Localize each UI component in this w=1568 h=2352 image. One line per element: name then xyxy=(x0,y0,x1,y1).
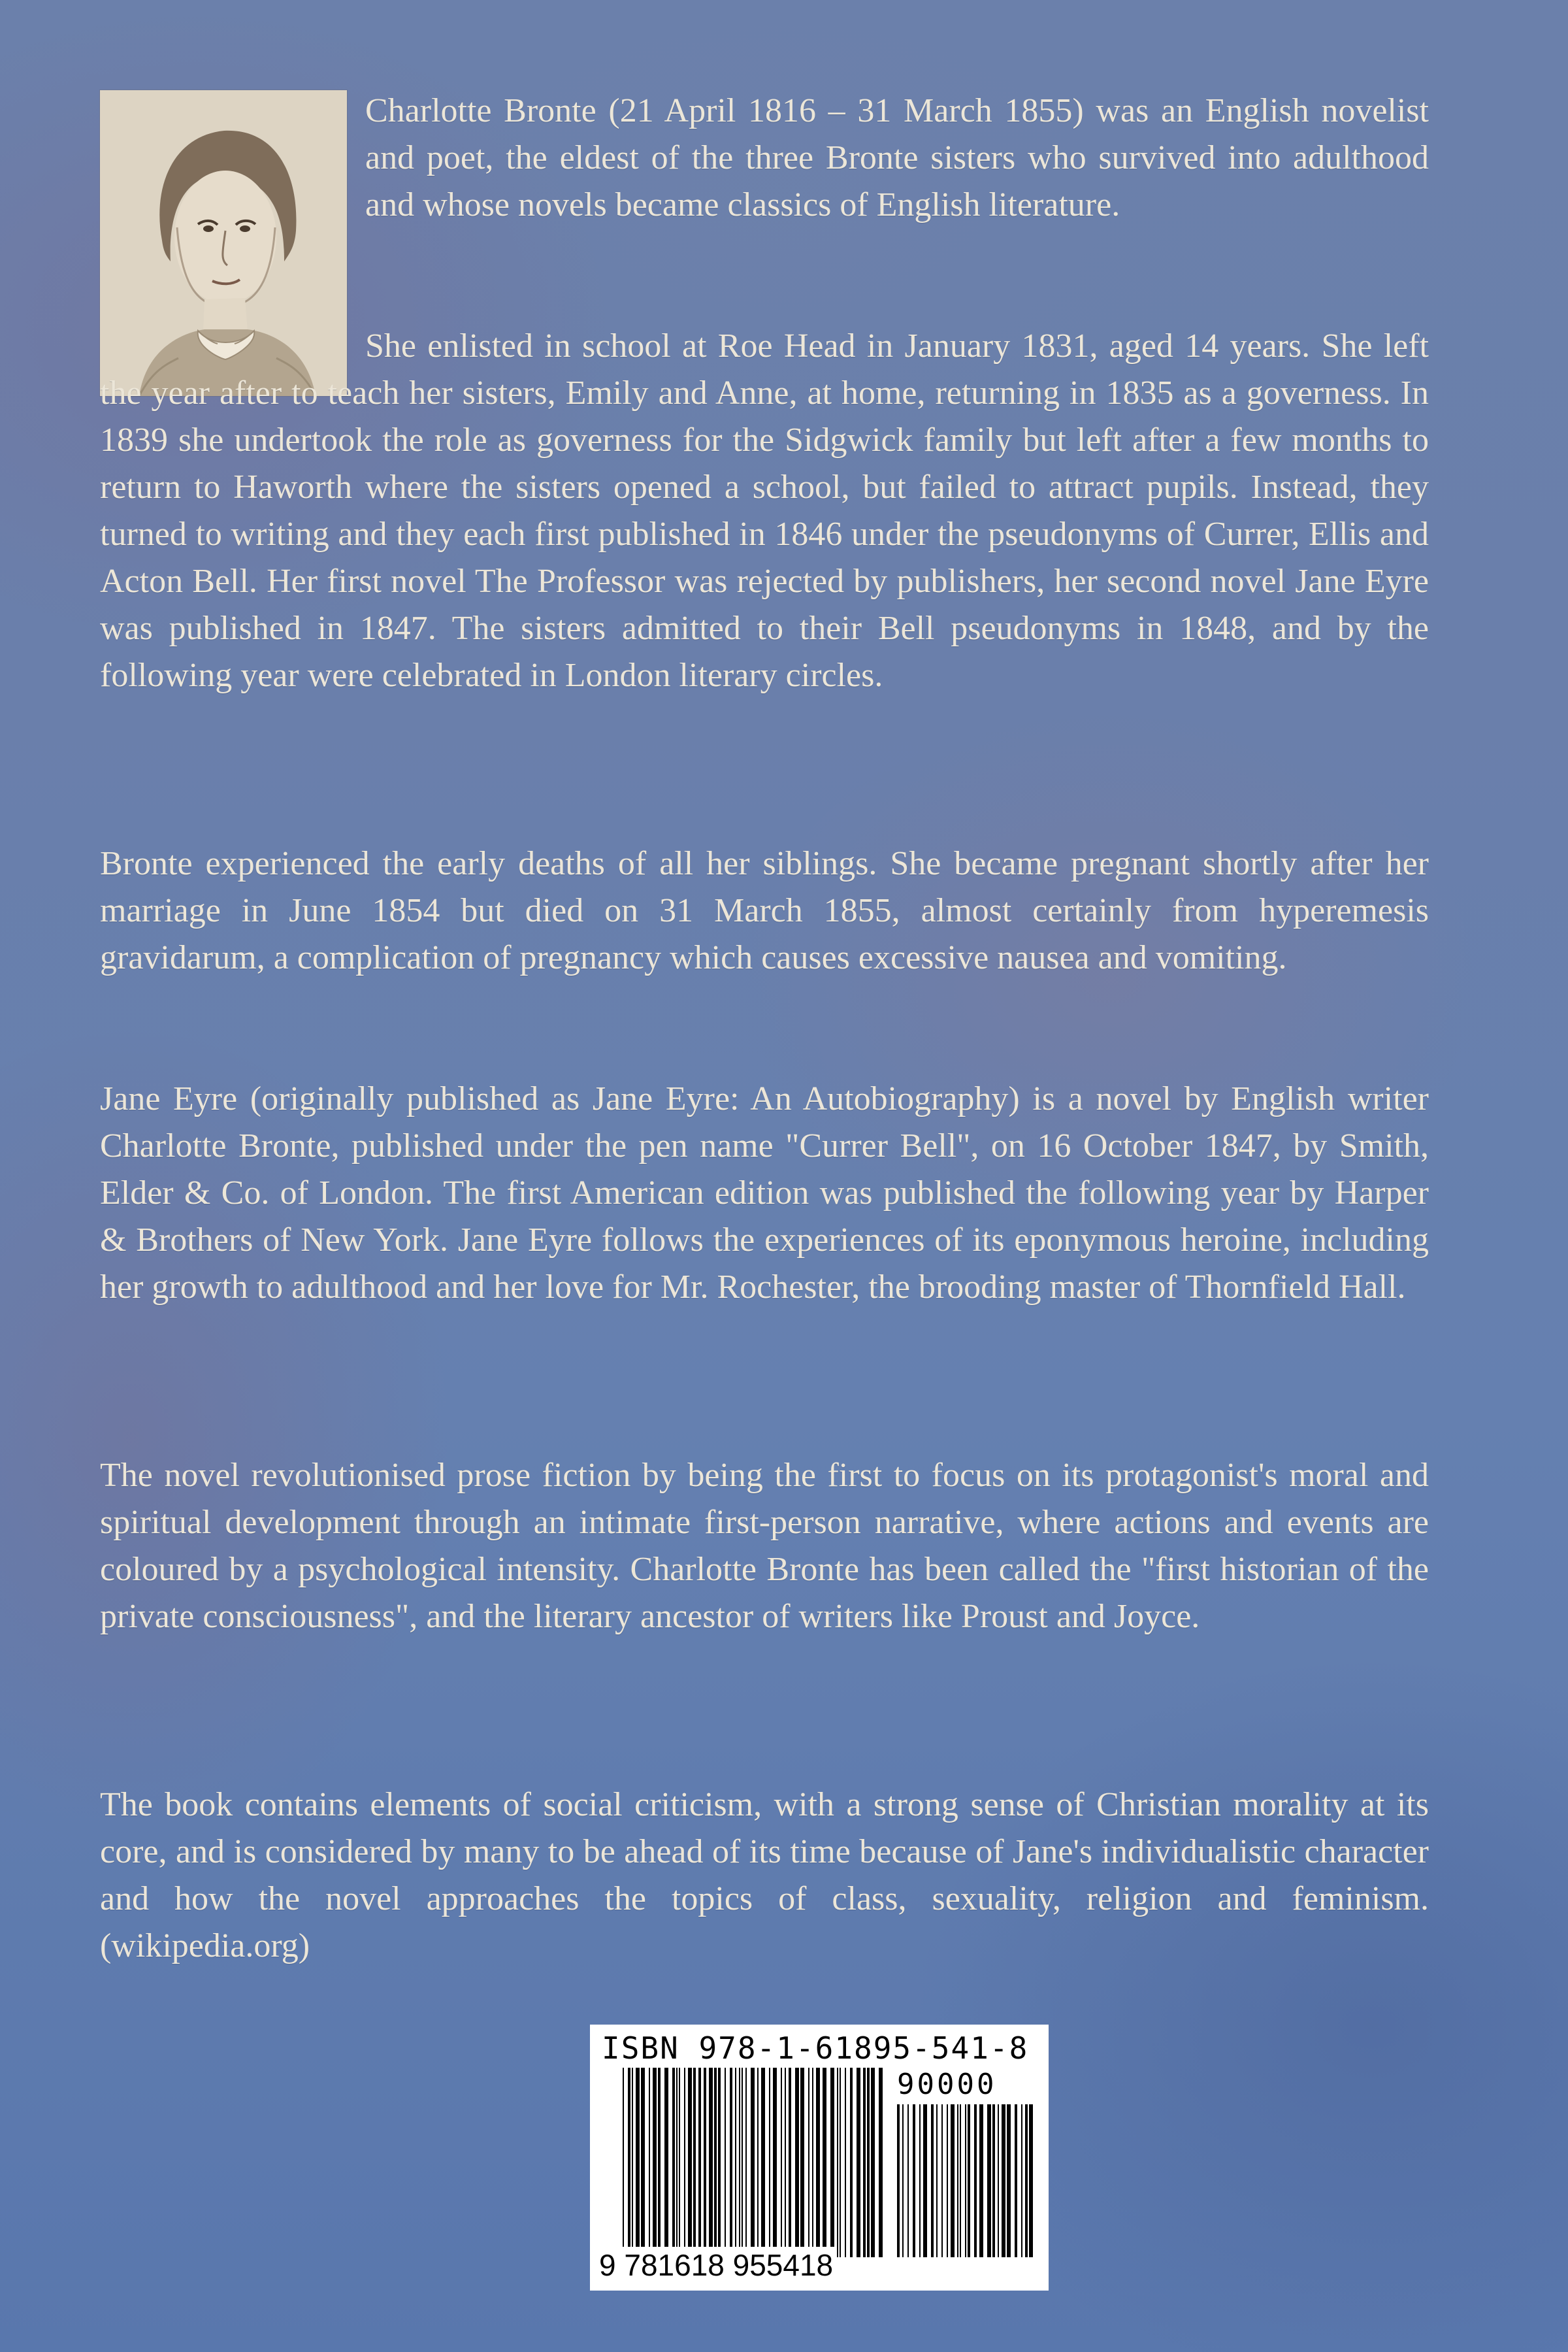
barcode-bar xyxy=(808,2068,809,2257)
barcode-bar xyxy=(785,2068,786,2257)
barcode-bar xyxy=(676,2068,678,2257)
barcode-bar xyxy=(658,2068,661,2257)
barcode-bar xyxy=(761,2068,765,2257)
barcode-bar xyxy=(979,2104,983,2257)
novel-paragraph-2: The novel revolutionised prose fiction by being the first to focus on its protagonist's moral and spiritual development through an intimate first-person narrative, where actions and events are coloured by a psychological intensity. Charlotte Bronte has been called the "first historian of the private consciousness", and the literary ancestor of writers like Proust and Joyce. xyxy=(100,1457,1429,1635)
barcode-bar xyxy=(795,2068,799,2257)
barcode-bar xyxy=(951,2104,955,2257)
price-code: 90000 xyxy=(897,2068,997,2101)
barcode-bar xyxy=(623,2068,624,2257)
barcode-bar xyxy=(857,2068,860,2257)
barcode-addon-bars xyxy=(897,2104,1037,2257)
barcode-bar xyxy=(1021,2104,1022,2257)
barcode-bar xyxy=(947,2104,948,2257)
barcode-bar xyxy=(871,2068,875,2257)
barcode-bar xyxy=(757,2068,759,2257)
barcode-bar xyxy=(688,2068,692,2257)
novel-paragraph-1: Jane Eyre (originally published as Jane Eyre: An Autobiography) is a novel by English writer Charlotte Bronte, published under the pen name "Currer Bell", on 16 October 1847, by Smith, Elder & Co. of London. The first American edition was published the following year by Harper & Brothers of New York. Jane Eyre follows the experiences of its eponymous heroine, including her growth to adulthood and her love for Mr. Rochester, the brooding master of Thornfield Hall. xyxy=(100,1080,1429,1306)
barcode-bar xyxy=(709,2068,713,2257)
bio-paragraph-1: Charlotte Bronte (21 April 1816 – 31 March 1855) was an English novelist and poet, the eldest of the three Bronte sisters who survived into adulthood and whose novels became classics of English literature. xyxy=(365,92,1429,224)
barcode-bar xyxy=(653,2068,657,2257)
barcode-bar xyxy=(965,2104,966,2257)
barcode-bar xyxy=(800,2068,804,2257)
barcode-bar xyxy=(735,2068,736,2257)
barcode-bar xyxy=(816,2068,820,2257)
barcode-bar xyxy=(941,2104,943,2257)
barcode-bar xyxy=(693,2068,696,2257)
barcode-bar xyxy=(739,2068,740,2257)
barcode-bar xyxy=(789,2068,791,2257)
barcode-bar xyxy=(968,2104,970,2257)
barcode-bar xyxy=(679,2068,680,2257)
barcode-bar xyxy=(1007,2104,1011,2257)
barcode-bar xyxy=(863,2068,866,2257)
barcode-bar xyxy=(931,2104,934,2257)
barcode-bar xyxy=(632,2068,633,2257)
barcode-bar xyxy=(837,2068,838,2257)
barcode-bar xyxy=(992,2104,995,2257)
barcode-bar xyxy=(823,2068,826,2257)
barcode-bar xyxy=(998,2104,999,2257)
barcode-bar xyxy=(664,2068,668,2257)
barcode-bar xyxy=(936,2104,938,2257)
barcode-bar xyxy=(769,2068,770,2257)
barcode-bar xyxy=(957,2104,958,2257)
barcode-bar xyxy=(907,2104,909,2257)
barcode-bar xyxy=(1015,2104,1017,2257)
novel-paragraph-3: The book contains elements of social criticism, with a strong sense of Christian morality at its core, and is considered by many to be ahead of its time because of Jane's individualistic character and how the novel approaches the topics of class, sexuality, religion and feminism. (wikipedia.org) xyxy=(100,1786,1429,1964)
barcode-bar xyxy=(812,2068,813,2257)
barcode-bar xyxy=(1002,2104,1005,2257)
barcode-bar xyxy=(714,2068,717,2257)
barcode-bar xyxy=(641,2068,645,2257)
barcode-bar xyxy=(919,2104,921,2257)
barcode-bar xyxy=(704,2068,706,2257)
isbn-barcode xyxy=(590,2025,1049,2291)
barcode-bar xyxy=(742,2068,743,2257)
barcode-bar xyxy=(649,2068,650,2257)
barcode-bar xyxy=(923,2104,927,2257)
barcode-bar xyxy=(672,2068,675,2257)
barcode-bar xyxy=(840,2068,841,2257)
barcode-bar xyxy=(745,2068,747,2257)
bio-paragraph-3: Bronte experienced the early deaths of all her siblings. She became pregnant shortly after her marriage in June 1854 but died on 31 March 1855, almost certainly from hyperemesis gravidarum, a complication of pregnancy which causes excessive nausea and vomiting. xyxy=(100,845,1429,976)
barcode-bar xyxy=(773,2068,777,2257)
barcode-bar xyxy=(987,2104,991,2257)
barcode-bar xyxy=(902,2104,904,2257)
bio-paragraph-2: She enlisted in school at Roe Head in January 1831, aged 14 years. She left the year after to teach her sisters, Emily and Anne, at home, returning in 1835 as a governess. In 1839 she undertook the role as governess for the Sidgwick family but left after a few months to return to Haworth where the sisters opened a school, but failed to attract pupils. Instead, they turned to writing and they each first published in 1846 under the pseudonyms of Currer, Ellis and Acton Bell. Her first novel The Professor was rejected by publishers, her second novel Jane Eyre was published in 1847. The sisters admitted to their Bell pseudonyms in 1848, and by the following year were celebrated in London literary circles. xyxy=(100,327,1429,694)
barcode-bar xyxy=(897,2104,900,2257)
barcode-digits: 9 781618 955418 xyxy=(596,2247,836,2283)
barcode-bar xyxy=(781,2068,782,2257)
barcode-bar xyxy=(879,2068,883,2257)
barcode-bar xyxy=(698,2068,701,2257)
barcode-bar xyxy=(718,2068,721,2257)
barcode-bar xyxy=(684,2068,685,2257)
barcode-bar xyxy=(628,2068,630,2257)
barcode-bar xyxy=(913,2104,915,2257)
barcode-bar xyxy=(1025,2104,1028,2257)
barcode-bar xyxy=(725,2068,726,2257)
barcode-bar xyxy=(830,2068,834,2257)
barcode-bar xyxy=(974,2104,977,2257)
barcode-bar xyxy=(730,2068,732,2257)
barcode-bar xyxy=(636,2068,640,2257)
barcode-bar xyxy=(867,2068,870,2257)
barcode-bars xyxy=(623,2068,887,2257)
isbn-label: ISBN 978-1-61895-541-8 xyxy=(602,2030,1029,2066)
barcode-bar xyxy=(751,2068,755,2257)
barcode-bar xyxy=(1029,2104,1033,2257)
barcode-bar xyxy=(850,2068,853,2257)
barcode-bar xyxy=(960,2104,961,2257)
barcode-bar xyxy=(845,2068,846,2257)
